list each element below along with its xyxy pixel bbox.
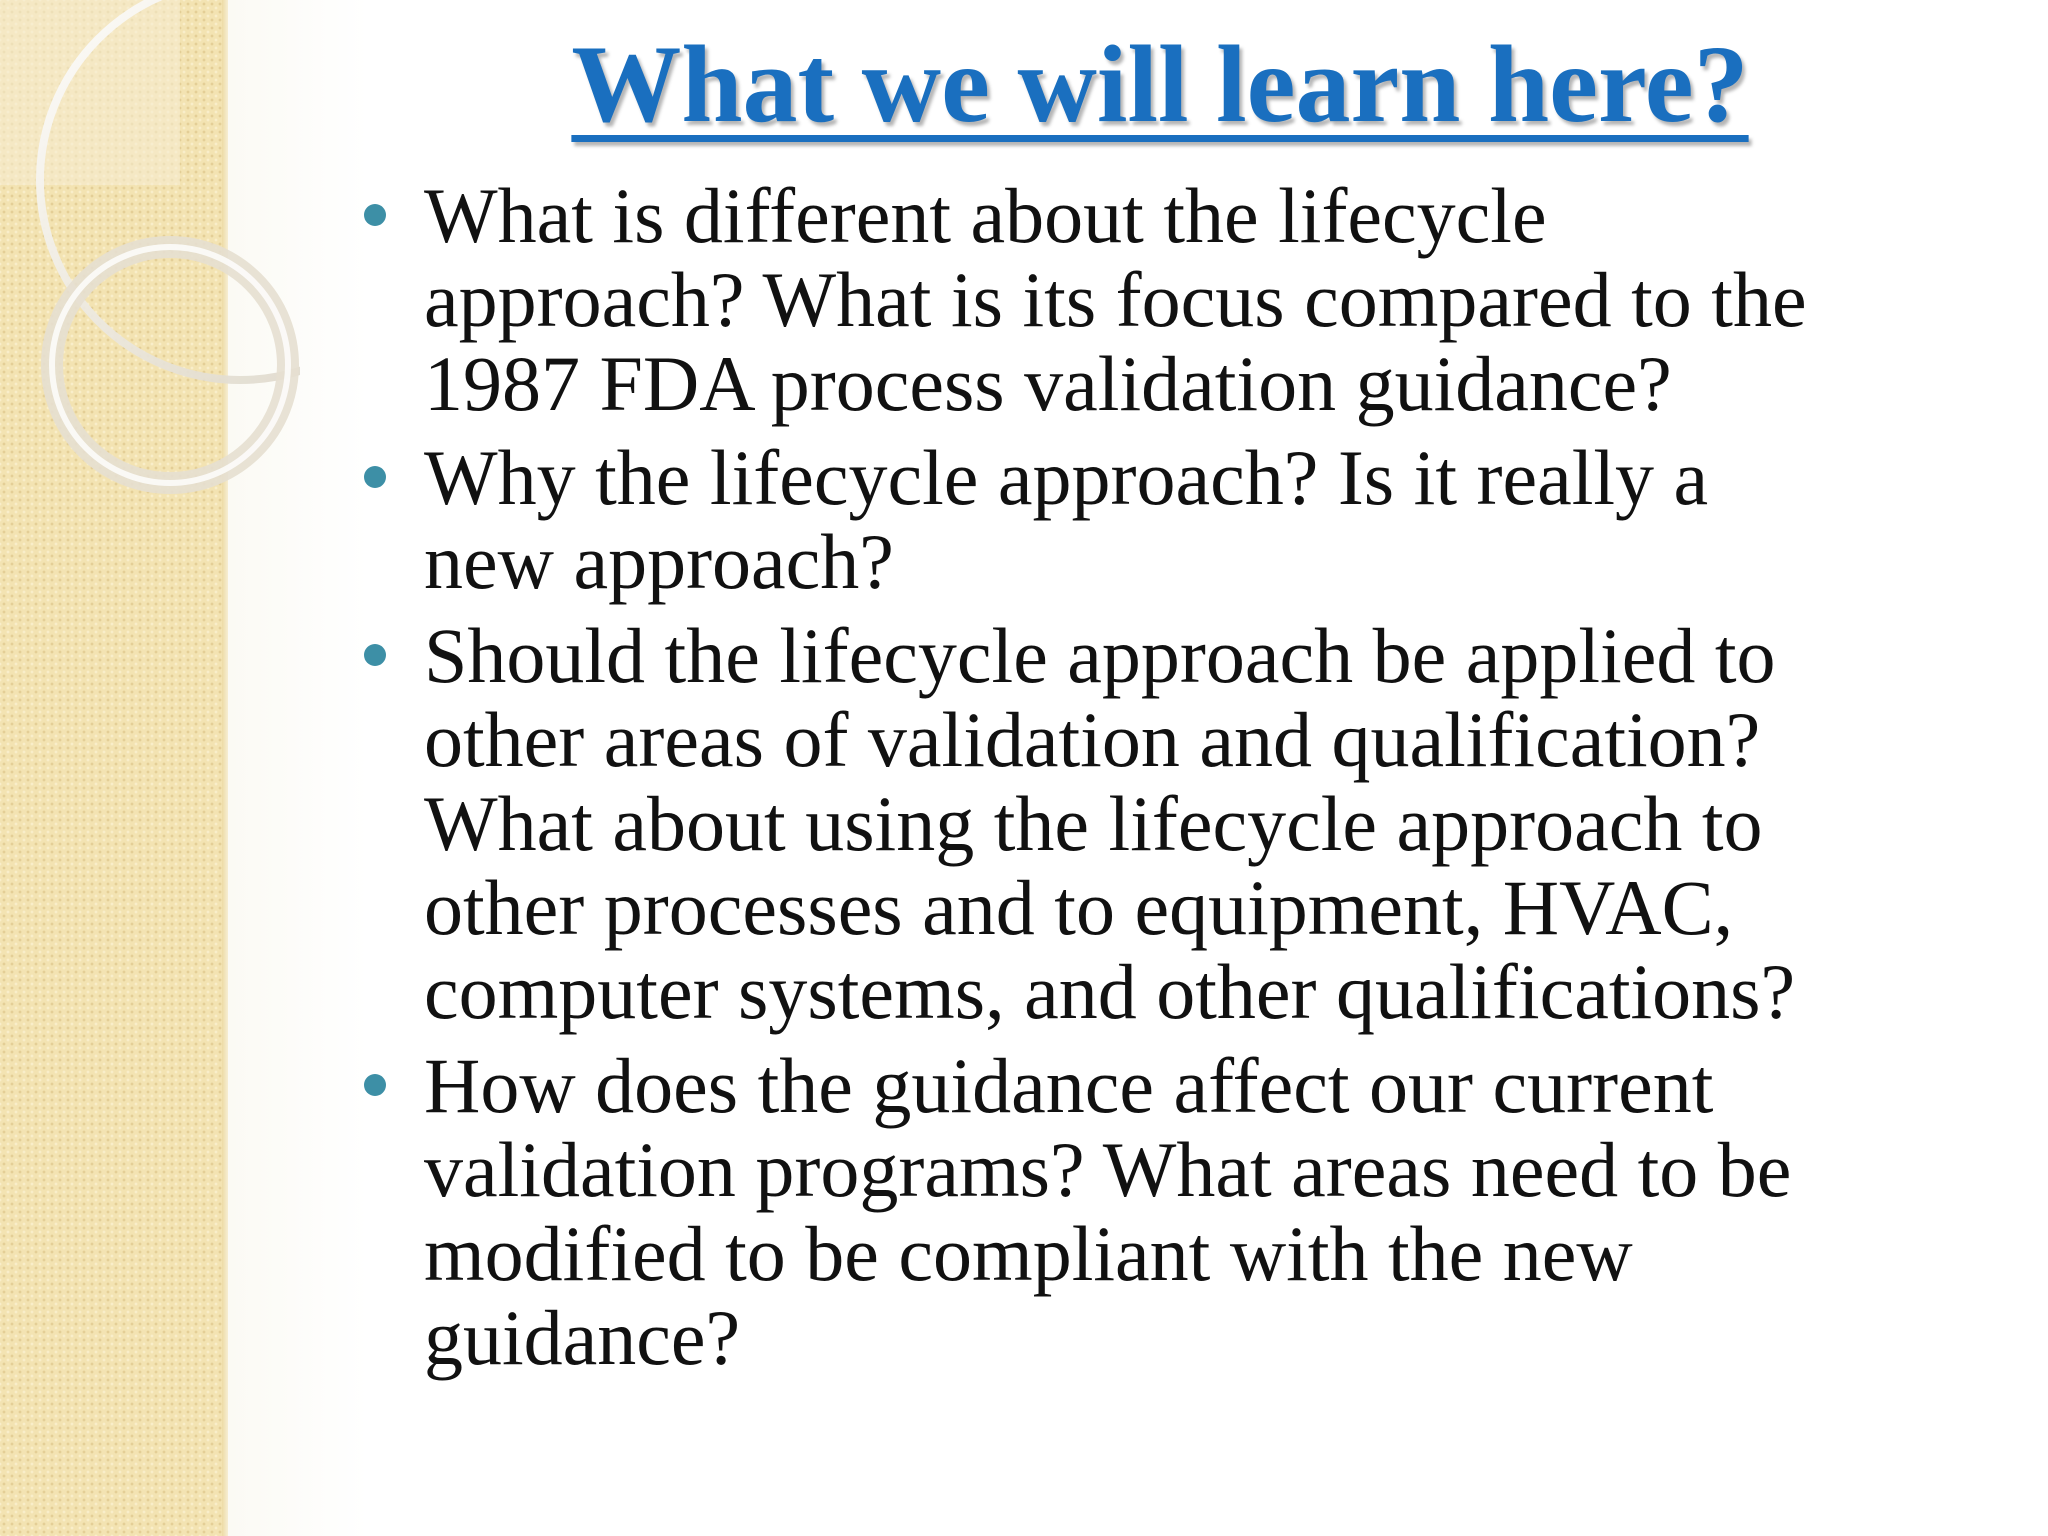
bullet-text-line: Why the lifecycle approach? Is it really a xyxy=(424,434,1709,521)
bullet-list xyxy=(424,174,2024,1390)
bullet-item-other-areas xyxy=(424,614,2024,1034)
bullet-text-line: computer systems, and other qualifications? xyxy=(424,948,1796,1035)
bullet-icon xyxy=(364,466,386,488)
bullet-icon xyxy=(364,204,386,226)
bullet-text-line: What about using the lifecycle approach to xyxy=(424,780,1763,867)
bullet-text-line: How does the guidance affect our current xyxy=(424,1042,1714,1129)
bullet-text-line: other areas of validation and qualification? xyxy=(424,696,1761,783)
decorative-rings-icon xyxy=(0,0,300,520)
bullet-text-line: validation programs? What areas need to be xyxy=(424,1126,1792,1213)
bullet-icon xyxy=(364,1074,386,1096)
bullet-item-guidance-effect xyxy=(424,1044,2024,1380)
bullet-item-why-lifecycle xyxy=(424,436,2024,604)
bullet-icon xyxy=(364,644,386,666)
bullet-text-line: guidance? xyxy=(424,1294,741,1381)
bullet-text-line: other processes and to equipment, HVAC, xyxy=(424,864,1734,951)
bullet-text-line: modified to be compliant with the new xyxy=(424,1210,1633,1297)
bullet-text-line: What is different about the lifecycle xyxy=(424,172,1547,259)
bullet-text-line: 1987 FDA process validation guidance? xyxy=(424,340,1672,427)
slide-title: What we will learn here? xyxy=(571,23,1749,145)
bullet-text-line: Should the lifecycle approach be applied to xyxy=(424,612,1776,699)
bullet-text-line: new approach? xyxy=(424,518,894,605)
bullet-item-lifecycle-difference xyxy=(424,174,2024,426)
bullet-text-line: approach? What is its focus compared to the xyxy=(424,256,1807,343)
